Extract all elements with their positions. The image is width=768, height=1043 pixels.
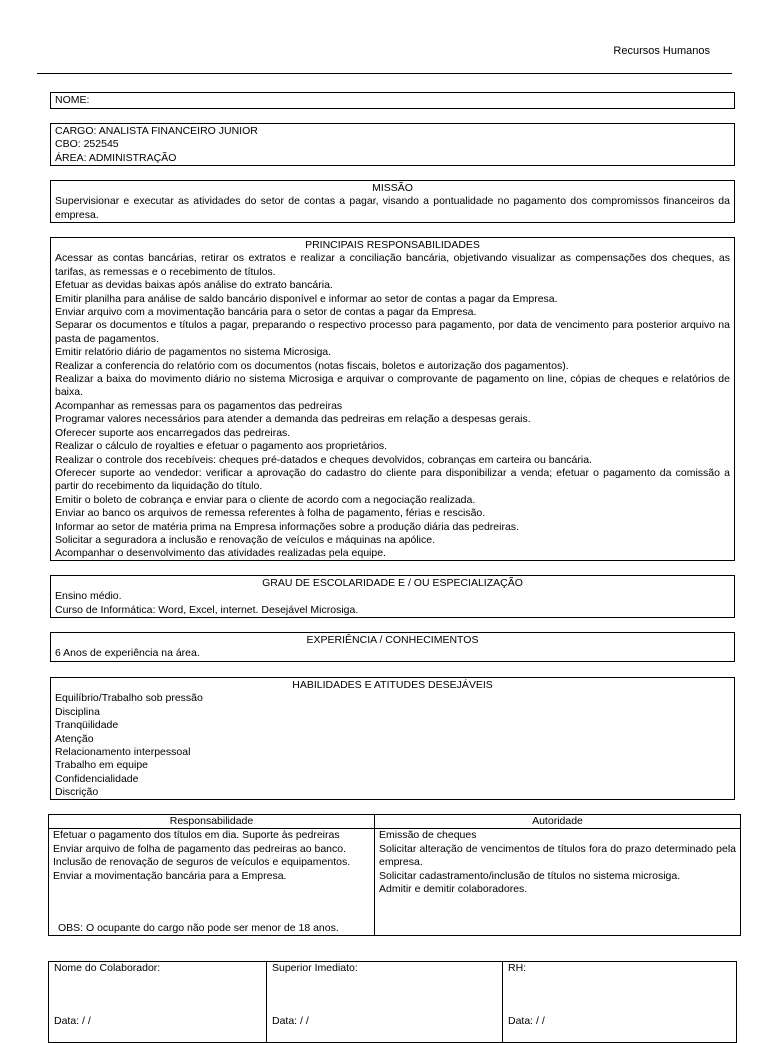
- autoridade-entry: Emissão de cheques: [379, 829, 477, 842]
- habilidade-item: Trabalho em equipe: [55, 759, 149, 772]
- missao-text: Supervisionar e executar as atividades do setor de contas a pagar, visando a pontualidade no pagamento dos compromissos financeiros da empresa.: [55, 195, 730, 221]
- escolaridade-title: GRAU DE ESCOLARIDADE E / OU ESPECIALIZAÇÃO: [262, 577, 523, 589]
- autoridade-cell: [375, 829, 741, 936]
- colaborador-signature-field[interactable]: [49, 962, 267, 1043]
- habilidade-item: Atenção: [55, 732, 94, 745]
- autoridade-entry: Solicitar cadastramento/inclusão de títulos no sistema microsiga.: [379, 869, 681, 882]
- superior-signature-field[interactable]: [267, 962, 503, 1043]
- rh-date: Data: / /: [508, 1015, 545, 1027]
- escolaridade-box: [50, 575, 735, 618]
- superior-date: Data: / /: [272, 1015, 309, 1027]
- responsabilidade-item: Programar valores necessários para atender a demanda das pedreiras em relação a despesas gerais.: [55, 413, 531, 426]
- responsabilidade-item: Acompanhar as remessas para os pagamentos das pedreiras: [55, 399, 343, 412]
- responsabilidades-title: PRINCIPAIS RESPONSABILIDADES: [305, 239, 480, 251]
- autoridade-entry: Solicitar alteração de vencimentos de títulos fora do prazo determinado pela empresa.: [379, 842, 736, 869]
- nome-box: [50, 92, 735, 109]
- habilidade-item: Discrição: [55, 786, 99, 799]
- responsabilidade-item: Oferecer suporte aos encarregados das pedreiras.: [55, 426, 291, 439]
- responsabilidade-item: Enviar ao banco os arquivos de remessa referentes à folha de pagamento, férias e rescisão.: [55, 507, 486, 520]
- header-divider: [37, 73, 732, 74]
- responsabilidade-item: Acompanhar o desenvolvimento das atividades realizadas pela equipe.: [55, 547, 386, 560]
- responsabilidade-item: Realizar a baixa do movimento diário no sistema Microsiga e arquivar o comprovante de pagamento on line, cópias de cheques e relatórios de baixa.: [55, 373, 730, 399]
- responsabilidade-entry: Enviar a movimentação bancária para a Empresa.: [53, 869, 287, 882]
- rh-signature-field[interactable]: [503, 962, 737, 1043]
- missao-title: MISSÃO: [372, 182, 413, 194]
- habilidades-box: [50, 677, 735, 800]
- col-responsabilidade-header: Responsabilidade: [49, 815, 375, 829]
- responsabilidades-box: [50, 237, 735, 561]
- assinaturas-table: [48, 961, 737, 1043]
- habilidades-title: HABILIDADES E ATITUDES DESEJÁVEIS: [292, 679, 493, 691]
- habilidade-item: Confidencialidade: [55, 772, 139, 785]
- colaborador-date: Data: / /: [54, 1015, 91, 1027]
- responsabilidade-entry: Enviar arquivo de folha de pagamento das pedreiras ao banco.: [53, 842, 347, 855]
- nome-label: NOME:: [55, 94, 90, 106]
- responsabilidade-item: Informar ao setor de matéria prima na Empresa informações sobre a produção diária das pedreiras.: [55, 520, 519, 533]
- responsabilidade-entry: Efetuar o pagamento dos títulos em dia. Suporte às pedreiras: [53, 829, 340, 842]
- responsabilidade-item: Emitir relatório diário de pagamentos no sistema Microsiga.: [55, 346, 332, 359]
- responsabilidade-autoridade-table: [48, 814, 741, 936]
- obs-note: OBS: O ocupante do cargo não pode ser menor de 18 anos.: [58, 922, 339, 934]
- responsabilidade-item: Efetuar as devidas baixas após análise do extrato bancária.: [55, 279, 333, 292]
- rh-label: RH:: [508, 962, 527, 974]
- superior-label: Superior Imediato:: [272, 962, 358, 974]
- responsabilidade-item: Oferecer suporte ao vendedor: verificar a aprovação do cadastro do cliente para disponibilizar a venda; efetuar o pagamento da comissão a partir do recebimento da liquidação do título.: [55, 466, 730, 493]
- habilidade-item: Tranqüilidade: [55, 719, 119, 732]
- escolaridade-item: Curso de Informática: Word, Excel, internet. Desejável Microsiga.: [55, 603, 359, 616]
- responsabilidade-entry: Inclusão de renovação de seguros de veículos e equipamentos.: [53, 856, 351, 869]
- col-autoridade-header: Autoridade: [375, 815, 741, 829]
- habilidade-item: Disciplina: [55, 705, 100, 718]
- responsabilidade-item: Emitir o boleto de cobrança e enviar para o cliente de acordo com a negociação realizada.: [55, 493, 476, 506]
- responsabilidade-item: Realizar a conferencia do relatório com os documentos (notas fiscais, boletos e autorização dos pagamentos).: [55, 359, 569, 372]
- autoridade-entry: Admitir e demitir colaboradores.: [379, 883, 528, 896]
- experiencia-title: EXPERIÊNCIA / CONHECIMENTOS: [306, 634, 479, 646]
- responsabilidade-item: Acessar as contas bancárias, retirar os extratos e realizar a conciliação bancária, objetivando visualizar as compensações dos cheques, as tarifas, as remessas e o recebimento de títulos.: [55, 252, 730, 278]
- cargo-title: CARGO: ANALISTA FINANCEIRO JUNIOR: [55, 125, 258, 137]
- area-name: ÁREA: ADMINISTRAÇÃO: [55, 151, 177, 164]
- cbo-code: CBO: 252545: [55, 138, 119, 151]
- missao-box: [50, 180, 735, 223]
- experiencia-box: [50, 632, 735, 662]
- habilidade-item: Relacionamento interpessoal: [55, 746, 191, 759]
- responsabilidade-item: Separar os documentos e títulos a pagar, preparando o respectivo processo para pagamento, por data de vencimento para posterior arquivo na pasta de pagamentos.: [55, 319, 730, 345]
- header-department: Recursos Humanos: [613, 45, 710, 57]
- colaborador-label: Nome do Colaborador:: [54, 962, 161, 974]
- escolaridade-item: Ensino médio.: [55, 590, 122, 603]
- experiencia-text: 6 Anos de experiência na área.: [55, 647, 200, 660]
- responsabilidade-item: Emitir planilha para análise de saldo bancário disponível e informar ao setor de contas a pagar da Empresa.: [55, 292, 558, 305]
- responsabilidade-item: Realizar o controle dos recebíveis: cheques pré-datados e cheques devolvidos, cobranças em carteira ou bancária.: [55, 453, 592, 466]
- responsabilidade-item: Enviar arquivo com a movimentação bancária para o setor de contas a pagar da Empresa.: [55, 306, 477, 319]
- responsabilidade-item: Realizar o cálculo de royalties e efetuar o pagamento aos proprietários.: [55, 440, 388, 453]
- responsabilidade-cell: [49, 829, 375, 936]
- responsabilidade-item: Solicitar a seguradora a inclusão e renovação de veículos e máquinas na apólice.: [55, 533, 435, 546]
- habilidade-item: Equilíbrio/Trabalho sob pressão: [55, 692, 203, 705]
- cargo-box: [50, 123, 735, 166]
